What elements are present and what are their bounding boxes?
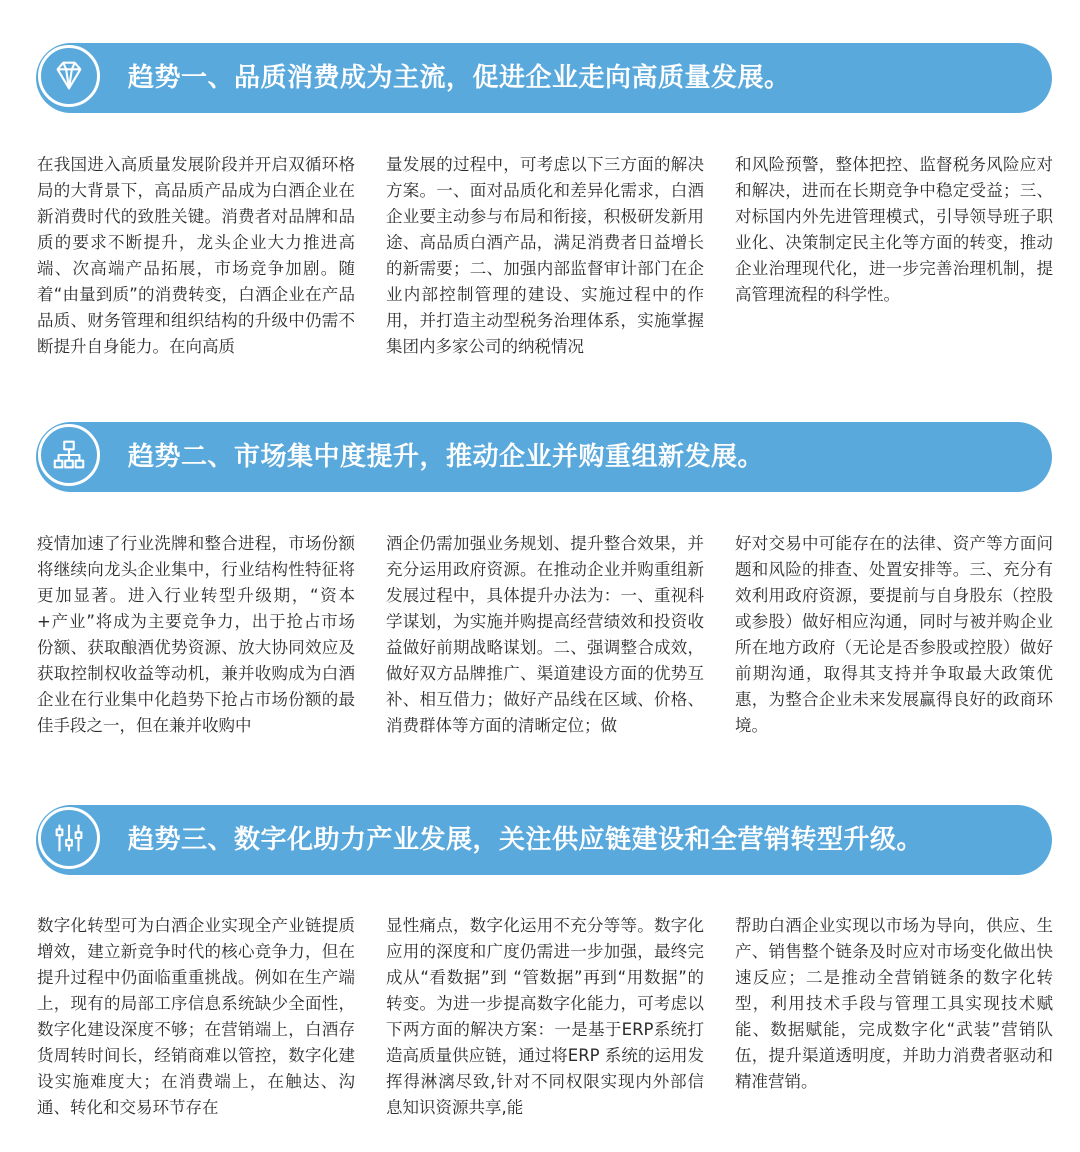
section-3-col-2: 显性痛点，数字化运用不充分等等。数字化应用的深度和广度仍需进一步加强，最终完成从“看数据”到 “管数据”再到“用数据”的转变。为进一步提高数字化能力，可考虑以下两方面的解决方案：一是基于ERP系统打造高质量供应链，通过将ERP 系统的运用发挥得淋漓尽致,针对不同权限实现内外部信息知识资源共享,能 (386, 916, 704, 1117)
section-2-col-3: 好对交易中可能存在的法律、资产等方面问题和风险的排查、处置安排等。三、充分有效利用政府资源，要提前与自身股东（控股或参股）做好相应沟通，同时与被并购企业所在地方政府（无论是否参股或控股）做好前期沟通，取得其支持并争取最大政策优惠，为整合企业未来发展赢得良好的政商环境。 (735, 534, 1053, 735)
sliders-icon (38, 807, 100, 869)
section-2-banner (36, 422, 1052, 492)
org-chart-icon (38, 424, 100, 486)
section-2-col-1: 疫情加速了行业洗牌和整合进程，市场份额将继续向龙头企业集中，行业结构性特征将更加显著。进入行业转型升级期，“资本+产业”将成为主要竞争力，出于抢占市场份额、获取酿酒优势资源、放大协同效应及获取控制权收益等动机，兼并收购成为白酒企业在行业集中化趋势下抢占市场份额的最佳手段之一，但在兼并收购中 (37, 534, 355, 735)
section-1-col-3: 和风险预警，整体把控、监督税务风险应对和解决，进而在长期竞争中稳定受益；三、对标国内外先进管理模式，引导领导班子职业化、决策制定民主化等方面的转变，推动企业治理现代化，进一步完善治理机制，提高管理流程的科学性。 (735, 155, 1053, 304)
diamond-icon (38, 45, 100, 107)
section-1-col-2: 量发展的过程中，可考虑以下三方面的解决方案。一、面对品质化和差异化需求，白酒企业要主动参与布局和衔接，积极研发新用途、高品质白酒产品，满足消费者日益增长的新需要；二、加强内部监督审计部门在企业内部控制管理的建设、实施过程中的作用，并打造主动型税务治理体系，实施掌握集团内多家公司的纳税情况 (386, 155, 704, 356)
section-2-col-2: 酒企仍需加强业务规划、提升整合效果，并充分运用政府资源。在推动企业并购重组新发展过程中，具体提升办法为：一、重视科学谋划，为实施并购提高经营绩效和投资收益做好前期战略谋划。二、强调整合成效，做好双方品牌推广、渠道建设方面的优势互补、相互借力；做好产品线在区域、价格、消费群体等方面的清晰定位；做 (386, 534, 704, 735)
section-3-title: 趋势三、数字化助力产业发展，关注供应链建设和全营销转型升级。 (128, 825, 924, 855)
section-3-col-1: 数字化转型可为白酒企业实现全产业链提质增效，建立新竞争时代的核心竞争力，但在提升过程中仍面临重重挑战。例如在生产端上，现有的局部工序信息系统缺少全面性，数字化建设深度不够；在营销端上，白酒存货周转时间长，经销商难以管控，数字化建设实施难度大；在消费端上，在触达、沟通、转化和交易环节存在 (37, 916, 355, 1117)
section-1-banner (36, 43, 1052, 113)
section-1-col-1: 在我国进入高质量发展阶段并开启双循环格局的大背景下，高品质产品成为白酒企业在新消费时代的致胜关键。消费者对品牌和品质的要求不断提升，龙头企业大力推进高端、次高端产品拓展，市场竞争加剧。随着“由量到质”的消费转变，白酒企业在产品品质、财务管理和组织结构的升级中仍需不断提升自身能力。在向高质 (37, 155, 355, 356)
section-3-banner (36, 805, 1052, 875)
section-3-col-3: 帮助白酒企业实现以市场为导向，供应、生产、销售整个链条及时应对市场变化做出快速反应；二是推动全营销链条的数字化转型，利用技术手段与管理工具实现技术赋能、数据赋能，完成数字化“武装”营销队伍，提升渠道透明度，并助力消费者驱动和精准营销。 (735, 916, 1053, 1091)
section-2-title: 趋势二、市场集中度提升，推动企业并购重组新发展。 (128, 442, 765, 472)
section-1-title: 趋势一、品质消费成为主流，促进企业走向高质量发展。 (128, 63, 791, 93)
